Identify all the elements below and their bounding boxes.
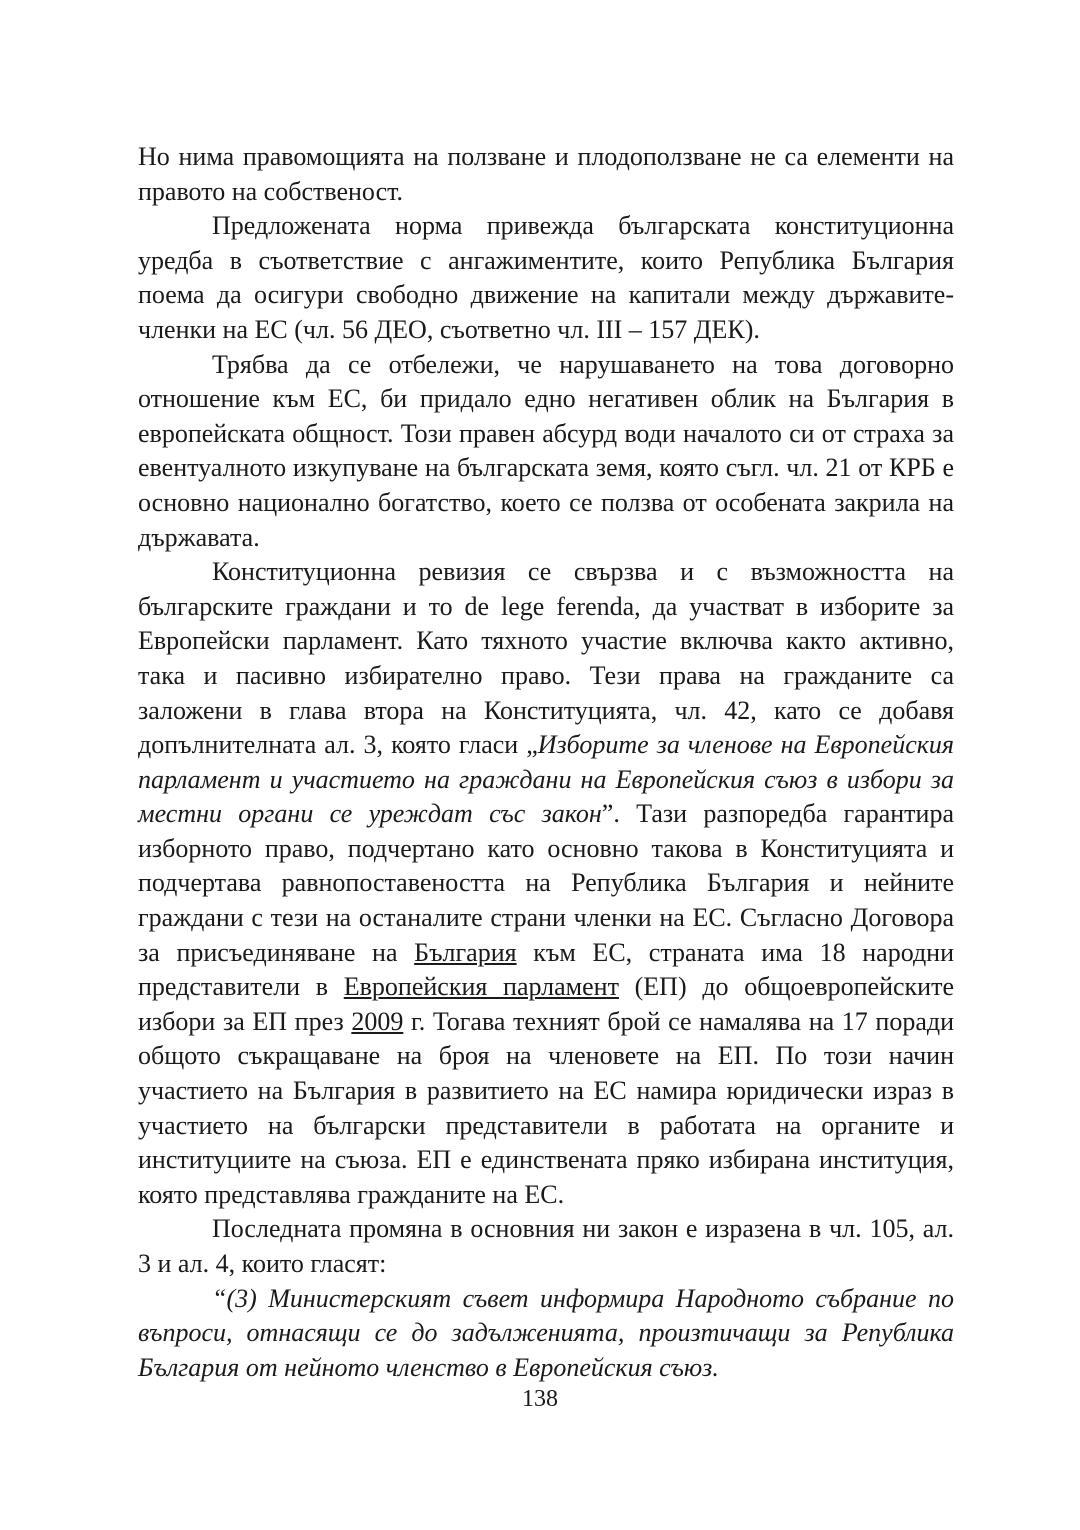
link-bulgaria[interactable]: България bbox=[414, 937, 517, 967]
paragraph-4-text-e: г. Тогава техният брой се намалява на 17 поради общото съкращаване на броя на членовете на ЕП. По този начин участието на България в развитието на ЕС намира юридически израз в участието на български представители в работата на органите и институциите на съюза. ЕП е единствената пряко избирана институция, която представлява гражданите на ЕС. bbox=[138, 1006, 954, 1209]
paragraph-3: Трябва да се отбележи, че нарушаването на това договорно отношение към ЕС, би придало едно негативен облик на България в европейската общност. Този правен абсурд води началото си от страха за евентуалното изкупуване на българската земя, която съгл. чл. 21 от КРБ е основно национално богатство, което се ползва от особената закрила на държавата. bbox=[138, 349, 954, 552]
paragraph-4-text-d: (ЕП) до общоевропейските избори за ЕП през bbox=[138, 972, 954, 1036]
constitution-quote: Изборите за членове на Европейския парламент и участието на граждани на Европейския съюз в избори за местни органи се уреждат със закон bbox=[138, 730, 954, 829]
paragraph-2: Предложената норма привежда българската конституционна уредба в съответствие с ангажиментите, които Република България поема да осигури свободно движение на капитали между държавите-членки на ЕС (чл. 56 ДЕО, съответно чл. III – 157 ДЕК). bbox=[138, 211, 954, 344]
page-number: 138 bbox=[522, 1386, 558, 1412]
paragraph-1: Но нима правомощията на ползване и плодоползване не са елементи на правото на собственост. bbox=[138, 142, 954, 206]
paragraph-4 bbox=[138, 555, 954, 1212]
paragraph-4-text-c: към ЕС, страната има 18 народни представители в bbox=[138, 937, 954, 1002]
paragraph-4-text-a: Конституционна ревизия се свързва и с възможността на българските граждани и то de lege ferenda, да участват в изборите за Европейски парламент. Като тяхното участие включва както активно, така и пасивно избирателно право. Тези права на гражданите са заложени в глава втора на Конституцията, чл. 42, като се добавя допълнителната ал. 3, която гласи „ bbox=[138, 557, 954, 760]
link-european-parliament[interactable]: Европейския парламент bbox=[343, 972, 619, 1002]
article-quote: “(3) Министерският съвет информира Народното събрание по въпроси, отнасящи се до задълженията, произтичащи за Република България от нейното членство в Европейския съюз. bbox=[138, 1283, 954, 1382]
paragraph-5: Последната промяна в основния ни закон е изразена в чл. 105, ал. 3 и ал. 4, които гласят: bbox=[138, 1214, 954, 1278]
link-2009[interactable]: 2009 bbox=[351, 1006, 404, 1036]
paragraph-4-text-b: ”. Тази разпоредба гарантира изборното право, подчертано като основно такова в Конституцията и подчертава равнопоставеността на Република България и нейните граждани с тези на останалите страни членки на ЕС. Съгласно Договора за присъединяване на bbox=[138, 799, 954, 967]
page-body bbox=[138, 140, 954, 1385]
